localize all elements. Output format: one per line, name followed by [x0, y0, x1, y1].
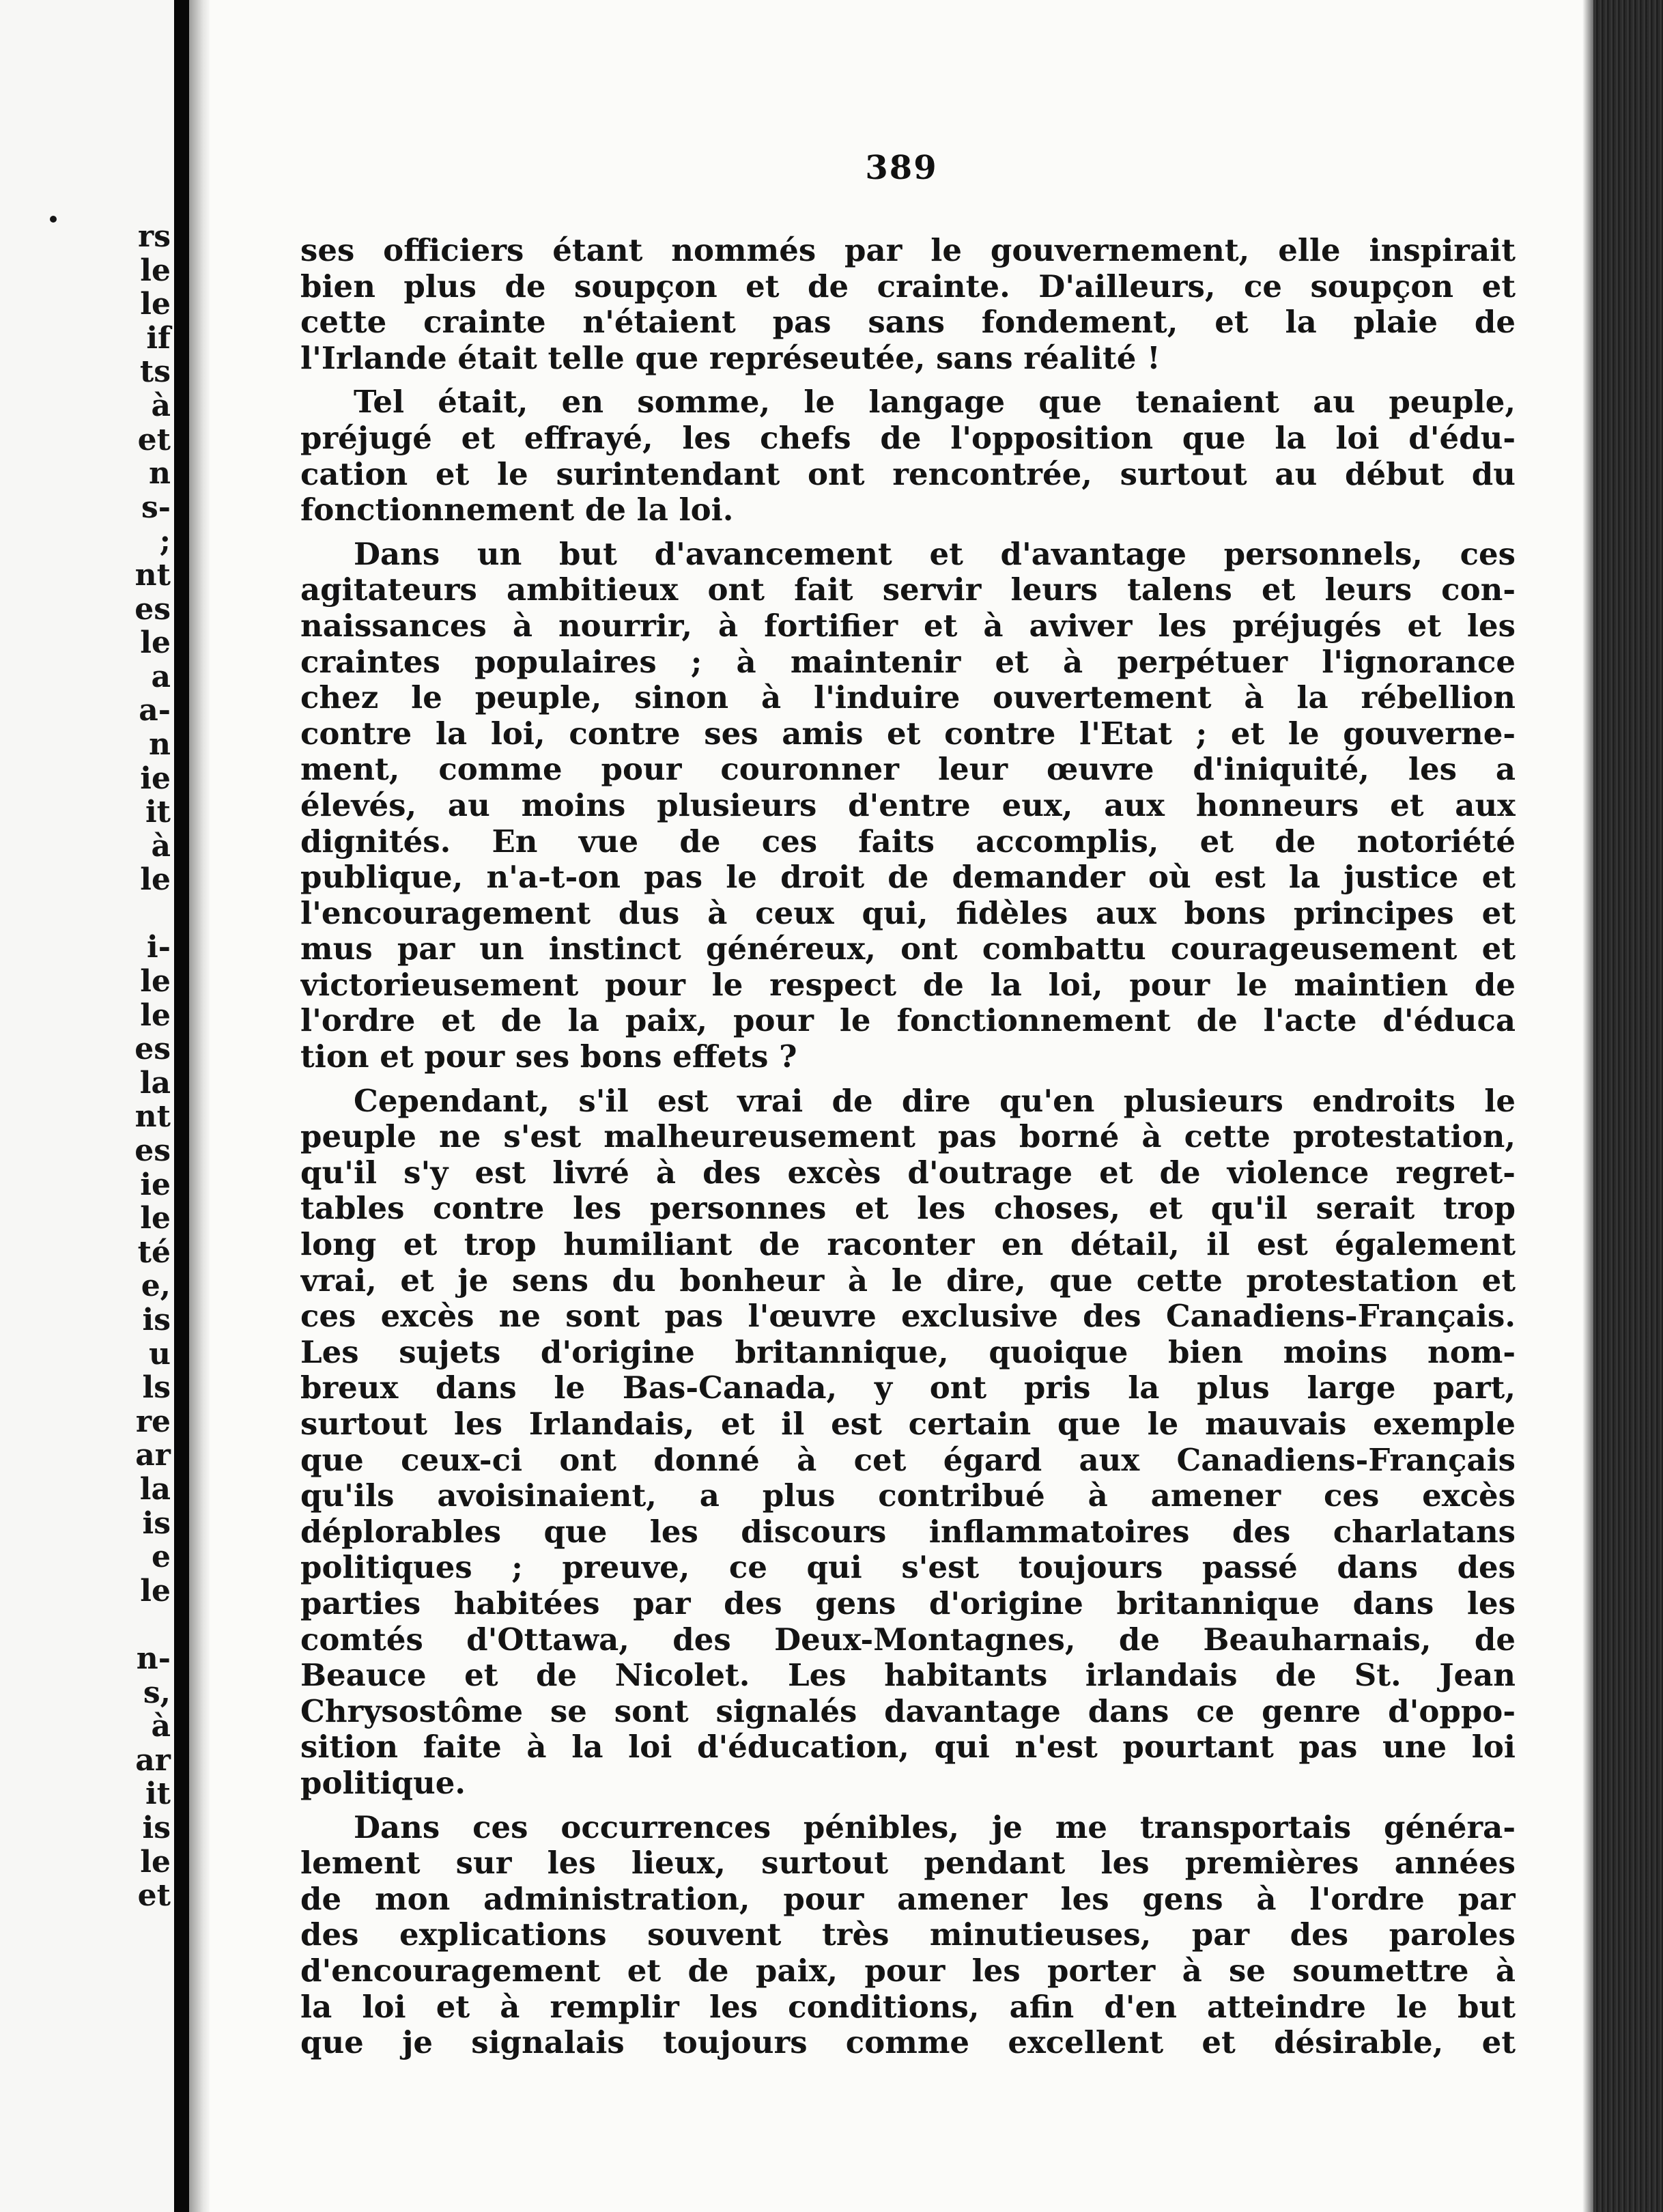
text-line: ces excès ne sont pas l'œuvre exclusive des Canadiens-Français. — [300, 1299, 1516, 1335]
text-line: tion et pour ses bons effets ? — [300, 1039, 797, 1075]
left-fragment: it — [145, 795, 171, 830]
text-line: préjugé et effrayé, les chefs de l'opposition que la loi d'édu- — [300, 420, 1516, 456]
text-line: des explications souvent très minutieuses, par des paroles — [300, 1917, 1516, 1953]
text-line: de mon administration, pour amener les gens à l'ordre par — [300, 1881, 1516, 1917]
text-line: Dans ces occurrences pénibles, je me transportais généra- — [354, 1809, 1516, 1845]
text-line: craintes populaires ; à maintenir et à perpétuer l'ignorance — [300, 644, 1516, 680]
text-line: parties habitées par des gens d'origine britannique dans les — [300, 1585, 1516, 1621]
text-line: Chrysostôme se sont signalés davantage dans ce genre d'oppo- — [300, 1693, 1516, 1729]
text-line: Cependant, s'il est vrai de dire qu'en plusieurs endroits le — [354, 1083, 1516, 1119]
text-line: déplorables que les discours inflammatoires des charlatans — [300, 1514, 1516, 1550]
left-fragment: ie — [140, 1167, 171, 1202]
left-fragment: le — [140, 1844, 171, 1880]
left-page-edge — [0, 0, 174, 2212]
left-fragment: rs — [138, 219, 171, 254]
text-line: agitateurs ambitieux ont fait servir leurs talens et leurs con- — [300, 572, 1516, 608]
left-fragment: à — [151, 388, 171, 423]
text-line: Beauce et de Nicolet. Les habitants irlandais de St. Jean — [300, 1658, 1516, 1694]
text-line: publique, n'a-t-on pas le droit de demander où est la justice et — [300, 860, 1516, 896]
text-line: la loi et à remplir les conditions, afin d'en atteindre le but — [300, 1989, 1516, 2025]
left-fragment: et — [137, 1878, 171, 1914]
text-line: que je signalais toujours comme excellent et désirable, et — [300, 2025, 1516, 2061]
text-line: l'Irlande était telle que représeutée, sans réalité ! — [300, 340, 1161, 376]
left-fragment: nt — [134, 1099, 171, 1135]
text-line: qu'ils avoisinaient, a plus contribué à amener ces excès — [300, 1478, 1516, 1514]
left-fragment: le — [140, 287, 171, 322]
left-fragment: la — [139, 1471, 171, 1507]
text-line: long et trop humiliant de raconter en détail, il est également — [300, 1227, 1516, 1263]
left-fragment: ie — [140, 761, 171, 796]
left-fragment: e — [152, 1540, 171, 1575]
text-line: naissances à nourrir, à fortifier et à aviver les préjugés et les — [300, 608, 1516, 644]
text-line: vrai, et je sens du bonheur à le dire, que cette protestation et — [300, 1262, 1516, 1299]
text-line: ses officiers étant nommés par le gouvernement, elle inspirait — [300, 233, 1516, 268]
text-line: Tel était, en somme, le langage que tenaient au peuple, — [354, 384, 1516, 421]
left-fragment: s- — [141, 490, 171, 525]
text-line: chez le peuple, sinon à l'induire ouvertement à la rébellion — [300, 680, 1516, 716]
text-line: l'encouragement dus à ceux qui, fidèles aux bons principes et — [300, 895, 1516, 931]
left-fragment: le — [140, 625, 171, 661]
left-fragment: té — [137, 1234, 171, 1270]
body-text — [300, 233, 1516, 2061]
text-line: politiques ; preuve, ce qui s'est toujours passé dans des — [300, 1550, 1516, 1586]
left-fragment: is — [142, 1505, 171, 1541]
text-line: élevés, au moins plusieurs d'entre eux, aux honneurs et aux — [300, 787, 1516, 823]
text-line: fonctionnement de la loi. — [300, 492, 734, 528]
text-line: cette crainte n'étaient pas sans fondement, et la plaie de — [300, 304, 1516, 341]
text-line: Les sujets d'origine britannique, quoique bien moins nom- — [300, 1334, 1516, 1370]
text-line: l'ordre et de la paix, pour le fonctionnement de l'acte d'éduca — [300, 1003, 1516, 1039]
left-fragment: e, — [141, 1268, 171, 1304]
left-fragment: ar — [135, 1742, 171, 1778]
left-fragment: à — [151, 1709, 171, 1744]
left-fragment: es — [134, 1133, 171, 1169]
left-fragment: n- — [136, 1641, 171, 1676]
left-fragment: le — [140, 964, 171, 999]
left-fragment: le — [140, 997, 171, 1033]
left-fragment: es — [134, 591, 171, 627]
book-gutter — [174, 0, 189, 2212]
gutter-shadow — [189, 0, 210, 2212]
text-line: qu'il s'y est livré à des excès d'outrage et de violence regret- — [300, 1154, 1516, 1191]
left-fragment: ls — [142, 1370, 171, 1406]
left-fragment: le — [140, 1573, 171, 1608]
left-fragment: à — [151, 828, 171, 864]
left-fragment: n — [149, 456, 171, 492]
left-fragment: es — [134, 1032, 171, 1067]
left-fragment: et — [137, 422, 171, 457]
text-line: d'encouragement et de paix, pour les porter à se soumettre à — [300, 1953, 1516, 1989]
text-line: surtout les Irlandais, et il est certain que le mauvais exemple — [300, 1406, 1516, 1442]
text-line: mus par un instinct généreux, ont combattu courageusement et — [300, 931, 1516, 967]
text-line: lement sur les lieux, surtout pendant les premières années — [300, 1845, 1516, 1882]
left-fragment: s, — [143, 1675, 171, 1710]
text-line: victorieusement pour le respect de la loi, pour le maintien de — [300, 967, 1516, 1003]
text-line: bien plus de soupçon et de crainte. D'ailleurs, ce soupçon et — [300, 268, 1516, 304]
main-page — [210, 0, 1593, 2212]
left-fragment: ; — [159, 524, 171, 559]
text-line: peuple ne s'est malheureusement pas borné à cette protestation, — [300, 1119, 1516, 1155]
left-fragment: a- — [139, 693, 171, 728]
left-fragment: ts — [139, 354, 171, 390]
text-line: politique. — [300, 1765, 466, 1801]
left-fragment: ar — [135, 1438, 171, 1473]
left-fragment: le — [140, 1201, 171, 1236]
left-page-text-fragments — [0, 220, 171, 1913]
text-line: breux dans le Bas-Canada, y ont pris la plus large part, — [300, 1370, 1516, 1406]
text-line: ment, comme pour couronner leur œuvre d'iniquité, les a — [300, 752, 1516, 788]
left-fragment: re — [135, 1404, 171, 1439]
left-fragment: a — [151, 659, 171, 694]
page-number: 389 — [865, 149, 938, 187]
left-fragment: is — [142, 1810, 171, 1845]
left-fragment: n — [149, 726, 171, 762]
text-line: comtés d'Ottawa, des Deux-Montagnes, de Beauharnais, de — [300, 1621, 1516, 1658]
text-line: cation et le surintendant ont rencontrée, surtout au début du — [300, 456, 1516, 492]
text-line: dignités. En vue de ces faits accomplis, et de notoriété — [300, 823, 1516, 860]
text-line: tables contre les personnes et les choses, et qu'il serait trop — [300, 1191, 1516, 1227]
left-fragment: i- — [147, 930, 171, 965]
left-fragment: le — [140, 862, 171, 898]
text-line: contre la loi, contre ses amis et contre l'Etat ; et le gouverne- — [300, 715, 1516, 752]
left-fragment: if — [146, 320, 171, 356]
left-fragment: le — [140, 253, 171, 288]
left-fragment: la — [139, 1065, 171, 1101]
left-fragment: it — [145, 1776, 171, 1812]
left-fragment: u — [149, 1336, 171, 1372]
stacked-page-edges — [1593, 0, 1663, 2212]
left-fragment: nt — [134, 557, 171, 593]
text-line: sition faite à la loi d'éducation, qui n'est pourtant pas une loi — [300, 1729, 1516, 1766]
left-fragment: is — [142, 1303, 171, 1337]
text-line: que ceux-ci ont donné à cet égard aux Canadiens-Français — [300, 1442, 1516, 1478]
text-line: Dans un but d'avancement et d'avantage personnels, ces — [354, 536, 1516, 572]
